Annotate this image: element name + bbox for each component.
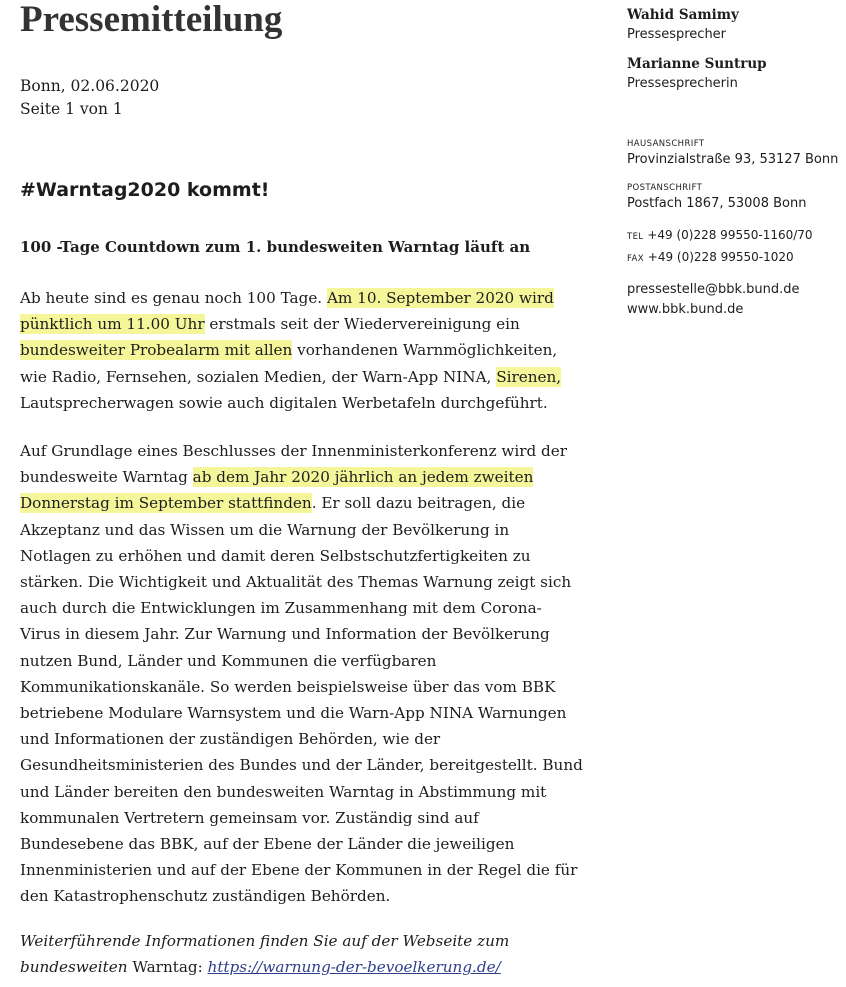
text-segment: erstmals seit der Wiedervereinigung ein [204, 315, 520, 334]
text-segment: bundesweiten [20, 958, 128, 977]
paragraph-line: Bundesebene das BBK, auf der Ebene der Länder die jeweiligen [20, 835, 515, 854]
postal-address-value: Postfach 1867, 53008 Bonn [627, 196, 807, 211]
paragraph-line [20, 364, 561, 390]
email-address[interactable]: pressestelle@bbk.bund.de [627, 282, 800, 297]
paragraph-line: Akzeptanz und das Wissen um die Warnung der Bevölkerung in [20, 520, 510, 539]
fax-label: FAX [627, 254, 644, 264]
online-contact [627, 280, 842, 320]
text-segment: Warntag: [127, 958, 208, 977]
page-title: Pressemitteilung [20, 0, 283, 40]
highlighted-text: Am 10. September 2020 wird [326, 289, 554, 307]
highlighted-text: Sirenen, [496, 367, 562, 386]
paragraph-line [20, 464, 583, 490]
house-address [627, 138, 842, 169]
article-headline: #Warntag2020 kommt! [20, 179, 270, 201]
postal-address-label: POSTANSCHRIFT [627, 183, 703, 193]
paragraph-line: Gesundheitsministerien des Bundes und der Länder, bereitgestellt. Bund [20, 756, 583, 775]
contact-name: Wahid Samimy [627, 7, 739, 23]
contact-person [627, 55, 842, 94]
paragraph-line [20, 337, 561, 363]
article-subheadline: 100 -Tage Countdown zum 1. bundesweiten Warntag läuft an [20, 238, 531, 256]
text-segment: . Er soll dazu beitragen, die [311, 494, 526, 513]
website-link[interactable]: https://warnung-der-bevoelkerung.de/ [207, 958, 501, 977]
highlighted-text: pünktlich um 11.00 Uhr [20, 315, 205, 334]
phone-number [627, 225, 842, 247]
highlighted-text: bundesweiter Probealarm mit allen [20, 341, 293, 360]
paragraph-line [20, 311, 561, 337]
text-segment: Ab heute sind es genau noch 100 Tage. [20, 289, 327, 307]
house-address-label: HAUSANSCHRIFT [627, 139, 705, 149]
paragraph-line: Auf Grundlage eines Beschlusses der Innenministerkonferenz wird der [20, 442, 568, 460]
highlighted-text: ab dem Jahr 2020 jährlich an jedem zweiten [192, 468, 534, 487]
paragraph-line: nutzen Bund, Länder und Kommunen die verfügbaren [20, 651, 437, 670]
paragraph-line: den Katastrophenschutz zuständigen Behörden. [20, 887, 391, 906]
paragraph-line: betriebene Modulare Warnsystem und die Warn-App NINA Warnungen [20, 704, 567, 723]
paragraph-line: Virus in diesem Jahr. Zur Warnung und Information der Bevölkerung [20, 625, 550, 644]
text-segment: bundesweite Warntag [20, 468, 193, 487]
text-segment: vorhandenen Warnmöglichkeiten, [292, 341, 558, 360]
fax-value: +49 (0)228 99550-1020 [647, 250, 794, 264]
page-info: Seite 1 von 1 [20, 100, 123, 118]
paragraph-line: stärken. Die Wichtigkeit und Aktualität des Themas Warnung zeigt sich [20, 573, 572, 592]
postal-address [627, 182, 842, 213]
phone-label: TEL [627, 232, 644, 242]
paragraph-line: Innenministerien und auf der Ebene der Kommunen in der Regel die für [20, 861, 578, 880]
paragraph-line: kommunalen Vertretern gemeinsam vor. Zuständig sind auf [20, 808, 479, 827]
paragraph-line: auch durch die Entwicklungen im Zusammenhang mit dem Corona- [20, 599, 542, 618]
contact-role: Pressesprecher [627, 27, 727, 42]
paragraph-2 [20, 438, 583, 910]
paragraph-line [20, 490, 583, 516]
sidebar-contacts [627, 6, 842, 320]
paragraph-line: Kommunikationskanäle. So werden beispielsweise über das vom BBK [20, 677, 556, 696]
phone-value: +49 (0)228 99550-1160/70 [647, 228, 813, 242]
house-address-value: Provinzialstraße 93, 53127 Bonn [627, 152, 839, 167]
contact-person [627, 6, 842, 45]
paragraph-1 [20, 285, 561, 416]
paragraph-line [20, 285, 561, 311]
fax-number [627, 247, 842, 269]
further-info [20, 928, 509, 980]
paragraph-line: Weiterführende Informationen finden Sie auf der Webseite zum [20, 932, 510, 950]
paragraph-line: Notlagen zu erhöhen und damit deren Selbstschutzfertigkeiten zu [20, 546, 531, 565]
phone-block [627, 225, 842, 269]
highlighted-text: Donnerstag im September stattfinden [20, 494, 312, 513]
paragraph-line: und Länder bereiten den bundesweiten Warntag in Abstimmung mit [20, 782, 547, 801]
website-address[interactable]: www.bbk.bund.de [627, 302, 744, 317]
place-date: Bonn, 02.06.2020 [20, 77, 160, 95]
contact-role: Pressesprecherin [627, 76, 738, 91]
contact-name: Marianne Suntrup [627, 56, 767, 72]
paragraph-line: und Informationen der zuständigen Behörden, wie der [20, 730, 441, 749]
text-segment: wie Radio, Fernsehen, sozialen Medien, der Warn-App NINA, [20, 367, 497, 386]
document-meta [20, 75, 159, 121]
paragraph-line [20, 954, 509, 980]
paragraph-line: Lautsprecherwagen sowie auch digitalen Werbetafeln durchgeführt. [20, 393, 548, 412]
